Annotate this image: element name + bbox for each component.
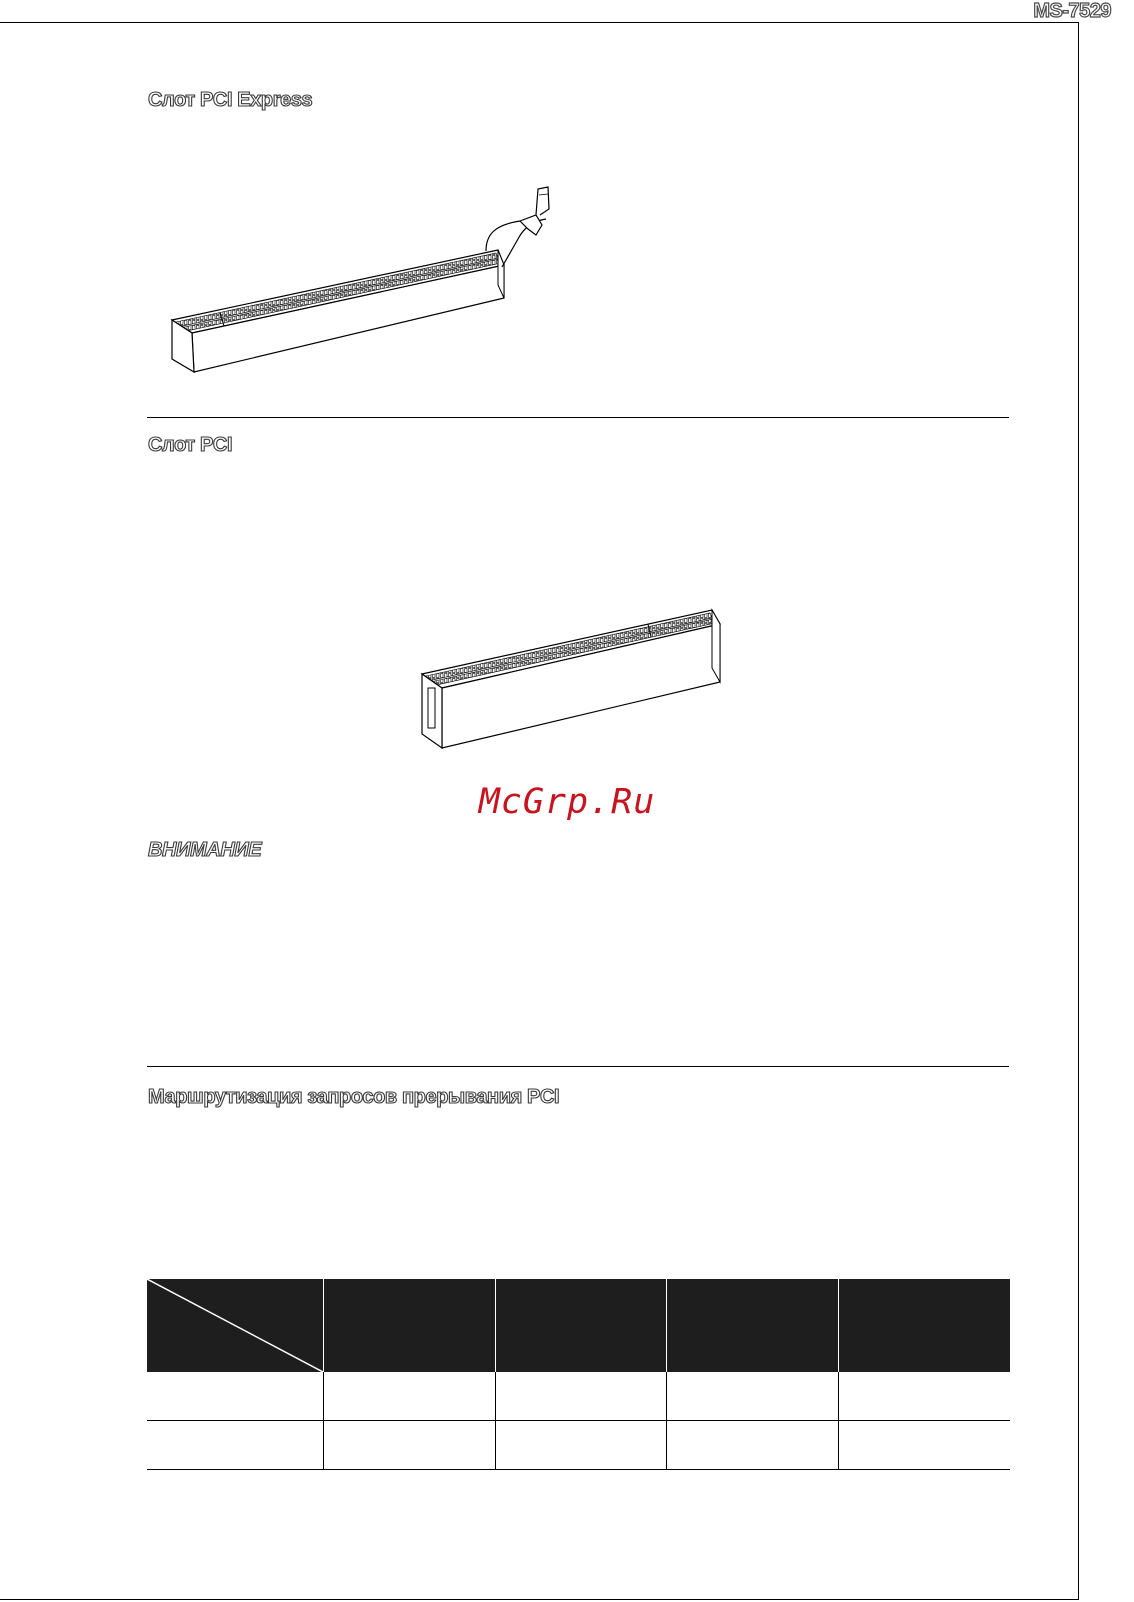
section-divider-1: [147, 417, 1009, 418]
table-cell: [838, 1372, 1010, 1421]
table-cell: [323, 1372, 495, 1421]
pcie-section-title: Слот PCI Express: [148, 89, 313, 111]
table-row: [147, 1372, 1010, 1421]
table-cell: [147, 1421, 323, 1470]
table-header-cell: [323, 1279, 495, 1372]
pci-slot-illustration: [420, 608, 740, 758]
table-cell: [495, 1372, 666, 1421]
attention-title: ВНИМАНИЕ: [148, 839, 262, 861]
table-cell: [838, 1421, 1010, 1470]
section-divider-2: [147, 1066, 1009, 1067]
table-row: [147, 1421, 1010, 1470]
table-header-cell: [666, 1279, 838, 1372]
irq-routing-table: [147, 1279, 1010, 1470]
table-header-row: [147, 1279, 1010, 1372]
table-cell: [666, 1372, 838, 1421]
table-cell: [323, 1421, 495, 1470]
frame-bottom-line: [0, 1599, 1079, 1600]
pcie-slot-illustration: [168, 185, 578, 385]
model-number: MS-7529: [1033, 0, 1111, 22]
table-header-cell: [838, 1279, 1010, 1372]
frame-top-line: [0, 22, 1079, 23]
table-header-cell: [495, 1279, 666, 1372]
table-cell: [147, 1372, 323, 1421]
table-corner-cell: [147, 1279, 323, 1372]
diagonal-divider: [147, 1279, 323, 1372]
table-cell: [495, 1421, 666, 1470]
pci-section-title: Слот PCI: [148, 434, 233, 456]
irq-section-title: Маршрутизация запросов прерывания PCI: [148, 1086, 560, 1108]
watermark: McGrp.Ru: [478, 782, 656, 822]
table-cell: [666, 1421, 838, 1470]
